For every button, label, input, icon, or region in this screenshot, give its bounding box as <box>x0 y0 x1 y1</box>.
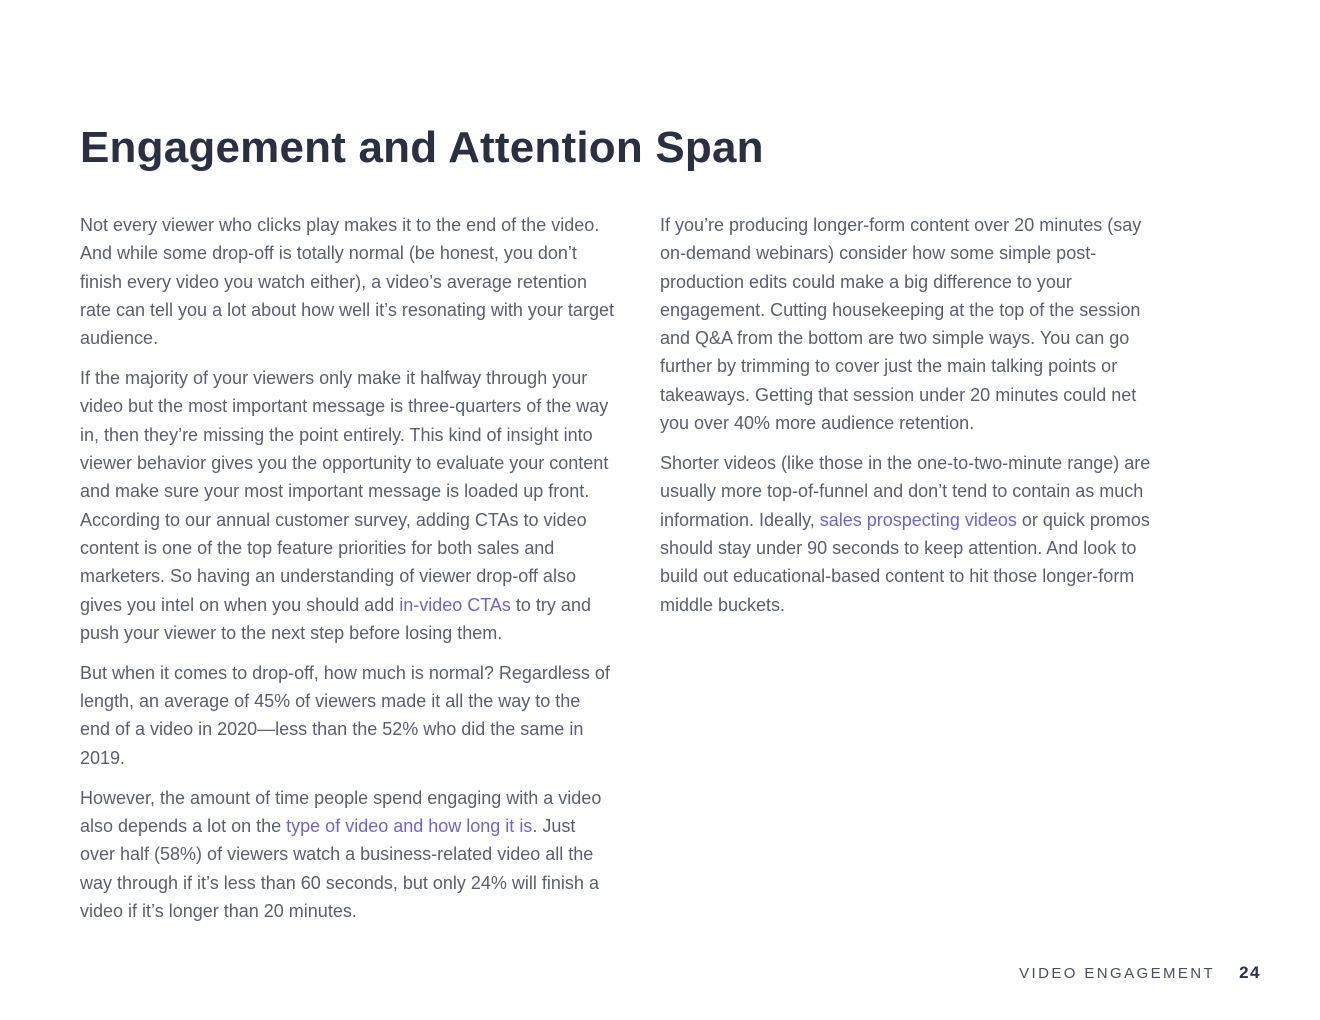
paragraph-video-length <box>80 784 615 925</box>
paragraph-dropoff-stats: But when it comes to drop-off, how much is normal? Regardless of length, an average of 45% of viewers made it all the way to the end of a video in 2020—less than the 52% who did the same in 2019. <box>80 662 610 768</box>
in-video-ctas-link[interactable]: in-video CTAs <box>399 594 511 615</box>
paragraph-text: Shorter videos (like those in the one-to-two-minute range) are usually more top-of-funnel and don’t tend to contain as much information. Ideally, <box>660 453 1151 530</box>
paragraph-text: . Just over half (58%) of viewers watch a business-related video all the way through if it’s less than 60 seconds, but only 24% will finish a video if it’s longer than 20 minutes. <box>80 816 599 921</box>
page-title: Engagement and Attention Span <box>80 123 764 172</box>
paragraph-text: If the majority of your viewers only make it halfway through your video but the most important message is three-quarters of the way in, then they’re missing the point entirely. This kind of insight into viewer behavior gives you the opportunity to evaluate your content and make sure your most important message is loaded up front. According to our annual customer survey, adding CTAs to video content is one of the top feature priorities for both sales and marketers. So having an understanding of viewer drop-off also gives you intel on when you should add <box>80 368 609 615</box>
sales-prospecting-videos-link[interactable]: sales prospecting videos <box>819 509 1017 530</box>
left-column <box>80 211 615 937</box>
paragraph-text: However, the amount of time people spend engaging with a video also depends a lot on the <box>80 787 602 836</box>
page-number: 24 <box>1239 963 1261 982</box>
paragraph-text: to try and push your viewer to the next step before losing them. <box>80 594 591 643</box>
paragraph-viewer-behavior <box>80 364 615 647</box>
right-column <box>660 211 1155 631</box>
paragraph-shorter-videos <box>660 449 1155 619</box>
paragraph-text: or quick promos should stay under 90 seconds to keep attention. And look to build out educational-based content to hit those longer-form middle buckets. <box>660 509 1150 615</box>
paragraph-dropoff-intro: Not every viewer who clicks play makes it to the end of the video. And while some drop-off is totally normal (be honest, you don’t finish every video you watch either), a video’s average retention rate can tell you a lot about how well it’s resonating with your target audience. <box>80 215 614 349</box>
page-footer <box>1019 963 1261 983</box>
footer-section-label: VIDEO ENGAGEMENT <box>1019 965 1216 982</box>
paragraph-longer-form: If you’re producing longer-form content over 20 minutes (say on-demand webinars) consider how some simple post-production edits could make a big difference to your engagement. Cutting housekeeping at the top of the session and Q&A from the bottom are two simple ways. You can go further by trimming to cover just the main talking points or takeaways. Getting that session under 20 minutes could net you over 40% more audience retention. <box>660 215 1142 434</box>
video-type-length-link[interactable]: type of video and how long it is <box>286 816 533 836</box>
